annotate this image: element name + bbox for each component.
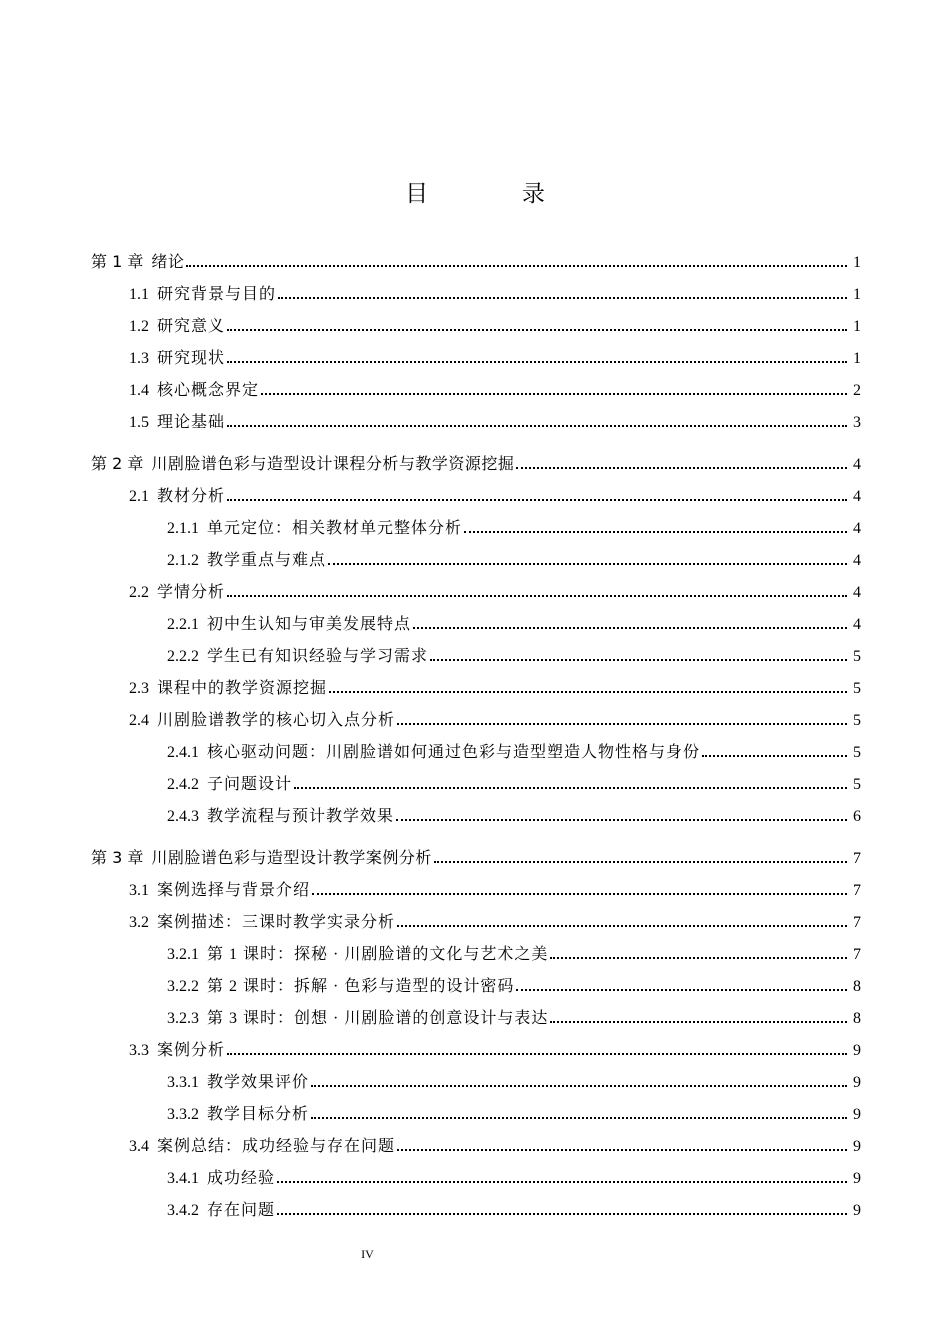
toc-section-entry[interactable] — [91, 574, 861, 606]
toc-entry-page: 5 — [853, 712, 861, 729]
toc-subsection-entry[interactable] — [91, 936, 861, 968]
toc-entry-title: 研究现状 — [157, 350, 226, 367]
toc-entry-title: 绪论 — [151, 252, 185, 271]
toc-entry-page: 9 — [853, 1074, 861, 1091]
toc-entry-title: 案例选择与背景介绍 — [157, 882, 311, 899]
toc-entry-number: 1.2 — [129, 318, 149, 335]
toc-entry-number: 1.3 — [129, 350, 149, 367]
toc-entry-title: 成功经验 — [207, 1170, 276, 1187]
toc-entry-number: 第 1 章 — [91, 252, 144, 271]
toc-entry-number: 1.1 — [129, 286, 149, 303]
toc-entry-title: 案例总结：成功经验与存在问题 — [157, 1138, 396, 1155]
toc-entry-page: 8 — [853, 1010, 861, 1027]
toc-dot-leader — [397, 723, 847, 725]
toc-entry-page: 9 — [853, 1170, 861, 1187]
toc-entry-title: 子问题设计 — [207, 776, 293, 793]
toc-entry-page: 4 — [853, 616, 861, 633]
toc-entry-title: 川剧脸谱色彩与造型设计课程分析与教学资源挖掘 — [151, 454, 515, 473]
toc-dot-leader — [413, 627, 847, 629]
toc-entry-page: 3 — [853, 414, 861, 431]
toc-entry-number: 2.3 — [129, 680, 149, 697]
toc-entry-number: 2.2 — [129, 584, 149, 601]
toc-entry-page: 4 — [853, 520, 861, 537]
toc-entry-title: 单元定位：相关教材单元整体分析 — [207, 520, 463, 537]
toc-entry-title: 第 1 课时：探秘 · 川剧脸谱的文化与艺术之美 — [207, 946, 549, 963]
toc-dot-leader — [434, 861, 847, 863]
toc-entry-number: 第 3 章 — [91, 848, 144, 867]
toc-subsection-entry[interactable] — [91, 542, 861, 574]
toc-entry-number: 2.4 — [129, 712, 149, 729]
toc-dot-leader — [227, 595, 847, 597]
toc-section-entry[interactable] — [91, 308, 861, 340]
toc-entry-page: 5 — [853, 776, 861, 793]
toc-entry-page: 1 — [853, 286, 861, 303]
toc-entry-title: 教材分析 — [157, 488, 226, 505]
toc-dot-leader — [227, 425, 847, 427]
toc-entry-number: 1.4 — [129, 382, 149, 399]
toc-entry-number: 3.3.2 — [167, 1106, 199, 1123]
page-number: IV — [361, 1247, 374, 1261]
toc-entry-number: 2.4.2 — [167, 776, 199, 793]
toc-dot-leader — [311, 1085, 847, 1087]
toc-dot-leader — [516, 989, 847, 991]
toc-dot-leader — [277, 1181, 847, 1183]
table-of-contents — [91, 242, 861, 1224]
page-title: 目 录 — [405, 181, 589, 206]
toc-dot-leader — [277, 1213, 847, 1215]
toc-entry-number: 3.2 — [129, 914, 149, 931]
toc-subsection-entry[interactable] — [91, 638, 861, 670]
toc-entry-number: 3.2.3 — [167, 1010, 199, 1027]
toc-entry-page: 9 — [853, 1106, 861, 1123]
toc-subsection-entry[interactable] — [91, 798, 861, 830]
toc-dot-leader — [430, 659, 847, 661]
toc-entry-title: 研究意义 — [157, 318, 226, 335]
toc-entry-title: 研究背景与目的 — [157, 286, 277, 303]
toc-entry-page: 4 — [853, 584, 861, 601]
toc-entry-title: 学情分析 — [157, 584, 226, 601]
toc-subsection-entry[interactable] — [91, 1192, 861, 1224]
toc-dot-leader — [516, 467, 847, 469]
toc-dot-leader — [464, 531, 847, 533]
toc-entry-title: 理论基础 — [157, 414, 226, 431]
toc-subsection-entry[interactable] — [91, 766, 861, 798]
toc-dot-leader — [261, 393, 847, 395]
toc-section-entry[interactable] — [91, 372, 861, 404]
toc-dot-leader — [397, 925, 847, 927]
toc-subsection-entry[interactable] — [91, 1160, 861, 1192]
toc-entry-number: 2.1.1 — [167, 520, 199, 537]
toc-section-entry[interactable] — [91, 670, 861, 702]
toc-section-entry[interactable] — [91, 478, 861, 510]
toc-entry-number: 2.2.1 — [167, 616, 199, 633]
toc-entry-page: 4 — [853, 488, 861, 505]
toc-entry-page: 5 — [853, 744, 861, 761]
toc-entry-number: 3.4.1 — [167, 1170, 199, 1187]
toc-subsection-entry[interactable] — [91, 606, 861, 638]
toc-entry-number: 3.4 — [129, 1138, 149, 1155]
toc-entry-title: 教学效果评价 — [207, 1074, 310, 1091]
toc-entry-number: 3.1 — [129, 882, 149, 899]
toc-chapter-entry[interactable] — [91, 444, 861, 478]
toc-subsection-entry[interactable] — [91, 510, 861, 542]
toc-entry-page: 9 — [853, 1042, 861, 1059]
toc-subsection-entry[interactable] — [91, 968, 861, 1000]
toc-entry-title: 教学目标分析 — [207, 1106, 310, 1123]
toc-dot-leader — [550, 957, 847, 959]
toc-entry-number: 2.1.2 — [167, 552, 199, 569]
toc-entry-page: 2 — [853, 382, 861, 399]
toc-entry-page: 4 — [853, 456, 861, 473]
toc-dot-leader — [227, 1053, 847, 1055]
toc-dot-leader — [550, 1021, 847, 1023]
toc-subsection-entry[interactable] — [91, 1064, 861, 1096]
toc-entry-title: 第 3 课时：创想 · 川剧脸谱的创意设计与表达 — [207, 1010, 549, 1027]
toc-entry-page: 4 — [853, 552, 861, 569]
toc-dot-leader — [278, 297, 847, 299]
toc-entry-page: 1 — [853, 318, 861, 335]
toc-entry-title: 核心概念界定 — [157, 382, 260, 399]
toc-entry-title: 川剧脸谱教学的核心切入点分析 — [157, 712, 396, 729]
toc-entry-page: 7 — [853, 946, 861, 963]
toc-entry-title: 教学重点与难点 — [207, 552, 327, 569]
toc-subsection-entry[interactable] — [91, 1000, 861, 1032]
toc-entry-title: 核心驱动问题：川剧脸谱如何通过色彩与造型塑造人物性格与身份 — [207, 744, 701, 761]
toc-entry-page: 6 — [853, 808, 861, 825]
toc-dot-leader — [227, 329, 847, 331]
toc-dot-leader — [328, 563, 847, 565]
toc-chapter-entry[interactable] — [91, 242, 861, 276]
toc-entry-number: 2.2.2 — [167, 648, 199, 665]
toc-section-entry[interactable] — [91, 702, 861, 734]
toc-entry-number: 2.4.1 — [167, 744, 199, 761]
toc-entry-page: 9 — [853, 1202, 861, 1219]
toc-subsection-entry[interactable] — [91, 1096, 861, 1128]
toc-entry-page: 9 — [853, 1138, 861, 1155]
toc-entry-page: 7 — [853, 850, 861, 867]
toc-entry-number: 第 2 章 — [91, 454, 144, 473]
toc-entry-number: 3.3.1 — [167, 1074, 199, 1091]
toc-dot-leader — [397, 1149, 847, 1151]
toc-entry-page: 8 — [853, 978, 861, 995]
toc-entry-title: 学生已有知识经验与学习需求 — [207, 648, 429, 665]
toc-dot-leader — [227, 361, 847, 363]
toc-entry-title: 第 2 课时：拆解 · 色彩与造型的设计密码 — [207, 978, 515, 995]
toc-entry-title: 初中生认知与审美发展特点 — [207, 616, 412, 633]
toc-entry-page: 1 — [853, 254, 861, 271]
toc-entry-page: 5 — [853, 648, 861, 665]
toc-entry-number: 3.3 — [129, 1042, 149, 1059]
toc-section-entry[interactable] — [91, 276, 861, 308]
toc-entry-page: 7 — [853, 882, 861, 899]
toc-subsection-entry[interactable] — [91, 734, 861, 766]
toc-dot-leader — [329, 691, 847, 693]
toc-entry-title: 教学流程与预计教学效果 — [207, 808, 395, 825]
toc-entry-page: 1 — [853, 350, 861, 367]
toc-section-entry[interactable] — [91, 1032, 861, 1064]
toc-dot-leader — [396, 819, 847, 821]
toc-entry-title: 存在问题 — [207, 1202, 276, 1219]
toc-section-entry[interactable] — [91, 904, 861, 936]
toc-entry-page: 5 — [853, 680, 861, 697]
toc-chapter-entry[interactable] — [91, 838, 861, 872]
toc-dot-leader — [186, 265, 847, 267]
toc-dot-leader — [702, 755, 847, 757]
toc-entry-number: 3.4.2 — [167, 1202, 199, 1219]
toc-section-entry[interactable] — [91, 404, 861, 436]
toc-entry-title: 川剧脸谱色彩与造型设计教学案例分析 — [151, 848, 432, 867]
toc-entry-title: 案例描述：三课时教学实录分析 — [157, 914, 396, 931]
toc-entry-title: 案例分析 — [157, 1042, 226, 1059]
toc-entry-title: 课程中的教学资源挖掘 — [157, 680, 328, 697]
toc-entry-number: 2.4.3 — [167, 808, 199, 825]
toc-section-entry[interactable] — [91, 872, 861, 904]
toc-dot-leader — [227, 499, 847, 501]
toc-section-entry[interactable] — [91, 340, 861, 372]
toc-entry-number: 2.1 — [129, 488, 149, 505]
toc-dot-leader — [294, 787, 847, 789]
toc-entry-number: 3.2.1 — [167, 946, 199, 963]
toc-entry-number: 3.2.2 — [167, 978, 199, 995]
toc-entry-page: 7 — [853, 914, 861, 931]
toc-dot-leader — [311, 1117, 847, 1119]
toc-section-entry[interactable] — [91, 1128, 861, 1160]
toc-dot-leader — [312, 893, 847, 895]
toc-entry-number: 1.5 — [129, 414, 149, 431]
